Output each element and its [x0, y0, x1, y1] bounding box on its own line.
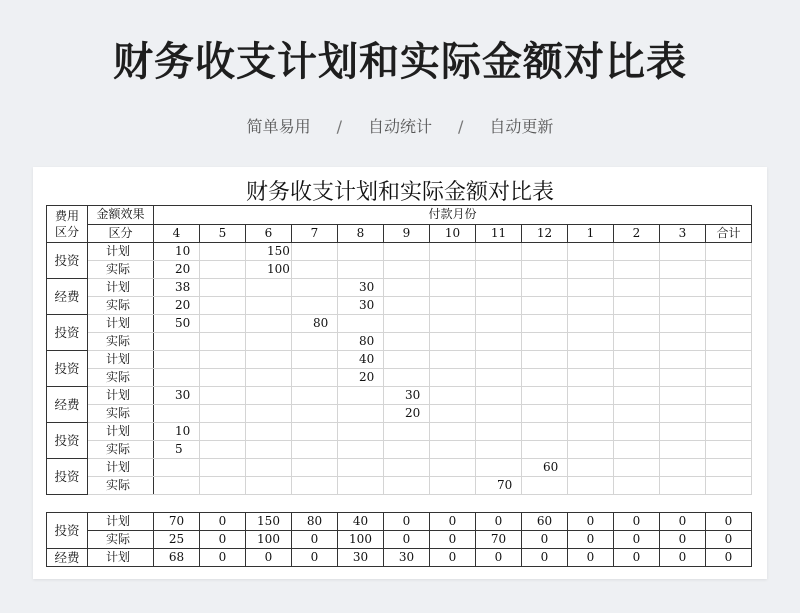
summary-category: 经费	[47, 549, 88, 567]
value-cell	[154, 459, 200, 477]
summary-value-cell: 60	[522, 513, 568, 531]
value-cell: 30	[384, 387, 430, 405]
row-type-label: 实际	[88, 477, 154, 495]
value-cell	[384, 279, 430, 297]
row-type-label: 实际	[88, 333, 154, 351]
value-cell	[476, 423, 522, 441]
value-cell	[384, 477, 430, 495]
row-type-label: 计划	[88, 459, 154, 477]
value-cell	[292, 261, 338, 279]
value-cell	[568, 315, 614, 333]
summary-value-cell: 0	[430, 513, 476, 531]
banner-title: 财务收支计划和实际金额对比表	[113, 39, 687, 85]
header-expense-type-top: 费用	[54, 209, 79, 223]
value-cell	[430, 369, 476, 387]
value-cell	[246, 477, 292, 495]
value-cell	[614, 279, 660, 297]
summary-value-cell: 25	[154, 531, 200, 549]
value-cell	[200, 459, 246, 477]
value-cell	[292, 405, 338, 423]
table-row	[47, 315, 752, 333]
value-cell	[384, 333, 430, 351]
value-cell	[384, 261, 430, 279]
value-cell	[154, 369, 200, 387]
header-payment-months: 付款月份	[154, 206, 752, 225]
value-cell	[430, 297, 476, 315]
summary-value-cell: 0	[568, 549, 614, 567]
row-type-label: 计划	[88, 387, 154, 405]
tag-separator: /	[458, 117, 464, 136]
table-row	[47, 243, 752, 261]
value-cell	[430, 261, 476, 279]
summary-value-cell: 70	[154, 513, 200, 531]
value-cell	[292, 387, 338, 405]
summary-value-cell: 0	[568, 513, 614, 531]
value-cell	[660, 279, 706, 297]
value-cell	[246, 423, 292, 441]
summary-value-cell: 70	[476, 531, 522, 549]
value-cell	[706, 243, 752, 261]
value-cell	[292, 297, 338, 315]
value-cell	[522, 351, 568, 369]
summary-value-cell: 0	[476, 513, 522, 531]
value-cell	[568, 351, 614, 369]
value-cell	[706, 387, 752, 405]
value-cell: 60	[522, 459, 568, 477]
value-cell: 80	[292, 315, 338, 333]
value-cell	[200, 405, 246, 423]
value-cell	[338, 405, 384, 423]
value-cell	[614, 423, 660, 441]
value-cell	[430, 405, 476, 423]
summary-value-cell: 0	[384, 513, 430, 531]
value-cell	[614, 387, 660, 405]
value-cell	[430, 243, 476, 261]
value-cell	[522, 477, 568, 495]
value-cell	[522, 297, 568, 315]
summary-type-label: 实际	[88, 531, 154, 549]
value-cell	[476, 315, 522, 333]
value-cell	[614, 243, 660, 261]
summary-value-cell: 0	[660, 531, 706, 549]
summary-row	[47, 549, 752, 567]
value-cell	[660, 315, 706, 333]
value-cell: 10	[154, 423, 200, 441]
summary-value-cell: 0	[200, 531, 246, 549]
value-cell	[246, 333, 292, 351]
value-cell	[706, 315, 752, 333]
value-cell	[338, 477, 384, 495]
value-cell	[476, 351, 522, 369]
value-cell	[660, 459, 706, 477]
value-cell: 150	[246, 243, 292, 261]
value-cell	[384, 459, 430, 477]
header-expense-type-bottom: 区分	[54, 225, 79, 239]
value-cell	[292, 477, 338, 495]
summary-value-cell: 68	[154, 549, 200, 567]
value-cell	[706, 459, 752, 477]
value-cell: 10	[154, 243, 200, 261]
value-cell: 30	[338, 279, 384, 297]
value-cell	[246, 315, 292, 333]
value-cell	[384, 243, 430, 261]
summary-value-cell: 0	[200, 549, 246, 567]
summary-value-cell: 0	[476, 549, 522, 567]
row-type-label: 计划	[88, 279, 154, 297]
value-cell	[522, 369, 568, 387]
value-cell	[200, 423, 246, 441]
table-row	[47, 369, 752, 387]
summary-value-cell: 0	[568, 531, 614, 549]
summary-value-cell: 0	[522, 531, 568, 549]
value-cell: 70	[476, 477, 522, 495]
value-cell	[660, 387, 706, 405]
value-cell	[706, 405, 752, 423]
value-cell	[200, 243, 246, 261]
header-amount-type: 区分	[88, 224, 154, 243]
value-cell	[476, 405, 522, 423]
value-cell	[522, 279, 568, 297]
value-cell	[154, 351, 200, 369]
value-cell	[246, 387, 292, 405]
value-cell	[154, 477, 200, 495]
summary-value-cell: 150	[246, 513, 292, 531]
value-cell	[522, 405, 568, 423]
summary-value-cell: 0	[522, 549, 568, 567]
value-cell	[430, 333, 476, 351]
row-type-label: 实际	[88, 405, 154, 423]
value-cell	[522, 387, 568, 405]
value-cell	[660, 333, 706, 351]
value-cell	[200, 333, 246, 351]
summary-value-cell: 0	[614, 549, 660, 567]
table-row	[47, 387, 752, 405]
value-cell	[522, 333, 568, 351]
spreadsheet-preview	[33, 167, 767, 579]
value-cell	[614, 405, 660, 423]
value-cell	[568, 441, 614, 459]
value-cell	[660, 405, 706, 423]
header-month-4: 4	[154, 224, 200, 243]
value-cell	[246, 279, 292, 297]
value-cell	[246, 369, 292, 387]
summary-value-cell: 0	[660, 513, 706, 531]
value-cell	[292, 333, 338, 351]
table-row	[47, 261, 752, 279]
row-category: 经费	[47, 387, 88, 423]
value-cell	[200, 297, 246, 315]
value-cell	[476, 441, 522, 459]
summary-type-label: 计划	[88, 549, 154, 567]
value-cell	[614, 369, 660, 387]
value-cell: 30	[154, 387, 200, 405]
value-cell	[568, 243, 614, 261]
row-type-label: 计划	[88, 243, 154, 261]
table-row	[47, 279, 752, 297]
value-cell	[384, 315, 430, 333]
value-cell	[660, 369, 706, 387]
table-row	[47, 423, 752, 441]
value-cell	[614, 459, 660, 477]
value-cell	[614, 477, 660, 495]
header-month-11: 11	[476, 224, 522, 243]
value-cell: 20	[154, 261, 200, 279]
table-row	[47, 405, 752, 423]
value-cell	[568, 279, 614, 297]
summary-type-label: 计划	[88, 513, 154, 531]
value-cell	[292, 369, 338, 387]
row-category: 投资	[47, 315, 88, 351]
value-cell: 40	[338, 351, 384, 369]
summary-value-cell: 0	[660, 549, 706, 567]
value-cell	[522, 315, 568, 333]
tag-auto-stat: 自动统计	[367, 117, 432, 136]
header-expense-type	[47, 206, 88, 243]
value-cell	[200, 387, 246, 405]
value-cell	[430, 441, 476, 459]
value-cell	[292, 351, 338, 369]
row-type-label: 计划	[88, 315, 154, 333]
value-cell	[614, 441, 660, 459]
table-row	[47, 333, 752, 351]
value-cell	[430, 351, 476, 369]
value-cell	[522, 423, 568, 441]
summary-value-cell: 0	[614, 513, 660, 531]
value-cell: 30	[338, 297, 384, 315]
summary-value-cell: 0	[706, 531, 752, 549]
value-cell	[476, 333, 522, 351]
row-type-label: 实际	[88, 369, 154, 387]
value-cell	[338, 261, 384, 279]
value-cell: 20	[338, 369, 384, 387]
summary-value-cell: 80	[292, 513, 338, 531]
value-cell	[568, 333, 614, 351]
header-total: 合计	[706, 224, 752, 243]
value-cell	[476, 243, 522, 261]
value-cell	[476, 261, 522, 279]
value-cell	[430, 423, 476, 441]
value-cell	[338, 387, 384, 405]
value-cell	[660, 477, 706, 495]
tag-easy: 简单易用	[246, 117, 311, 136]
value-cell	[706, 351, 752, 369]
value-cell	[292, 441, 338, 459]
value-cell	[384, 423, 430, 441]
value-cell: 5	[154, 441, 200, 459]
row-type-label: 实际	[88, 441, 154, 459]
value-cell	[154, 405, 200, 423]
header-month-2: 2	[614, 224, 660, 243]
value-cell	[706, 423, 752, 441]
summary-value-cell: 0	[706, 549, 752, 567]
value-cell	[614, 351, 660, 369]
summary-row	[47, 531, 752, 549]
value-cell	[706, 297, 752, 315]
value-cell	[200, 369, 246, 387]
tagline	[0, 114, 800, 137]
value-cell: 80	[338, 333, 384, 351]
header-month-10: 10	[430, 224, 476, 243]
value-cell	[568, 387, 614, 405]
value-cell	[476, 369, 522, 387]
value-cell	[476, 387, 522, 405]
summary-value-cell: 0	[430, 531, 476, 549]
header-month-6: 6	[246, 224, 292, 243]
value-cell	[614, 261, 660, 279]
value-cell	[200, 261, 246, 279]
row-category: 投资	[47, 423, 88, 459]
row-category: 投资	[47, 351, 88, 387]
value-cell	[430, 387, 476, 405]
value-cell	[292, 279, 338, 297]
value-cell	[660, 297, 706, 315]
value-cell	[430, 279, 476, 297]
plan-actual-table	[46, 205, 752, 495]
row-category: 投资	[47, 459, 88, 495]
value-cell	[430, 459, 476, 477]
value-cell	[246, 441, 292, 459]
value-cell	[660, 261, 706, 279]
value-cell	[200, 279, 246, 297]
value-cell: 38	[154, 279, 200, 297]
value-cell	[568, 297, 614, 315]
value-cell	[568, 405, 614, 423]
value-cell	[200, 351, 246, 369]
value-cell	[568, 261, 614, 279]
summary-value-cell: 100	[246, 531, 292, 549]
header-month-12: 12	[522, 224, 568, 243]
value-cell	[430, 477, 476, 495]
value-cell	[706, 441, 752, 459]
value-cell	[568, 423, 614, 441]
value-cell	[430, 315, 476, 333]
header-month-9: 9	[384, 224, 430, 243]
header-amount-effect: 金额效果	[88, 206, 154, 225]
row-type-label: 计划	[88, 351, 154, 369]
summary-category: 投资	[47, 513, 88, 549]
table-row	[47, 297, 752, 315]
header-month-7: 7	[292, 224, 338, 243]
header-month-8: 8	[338, 224, 384, 243]
value-cell	[338, 315, 384, 333]
value-cell	[522, 243, 568, 261]
value-cell	[154, 333, 200, 351]
summary-value-cell: 30	[338, 549, 384, 567]
value-cell: 20	[154, 297, 200, 315]
value-cell	[246, 459, 292, 477]
value-cell	[568, 459, 614, 477]
value-cell	[706, 333, 752, 351]
value-cell	[338, 459, 384, 477]
value-cell	[706, 477, 752, 495]
value-cell	[338, 441, 384, 459]
value-cell	[384, 369, 430, 387]
table-row	[47, 477, 752, 495]
header-month-3: 3	[660, 224, 706, 243]
summary-value-cell: 0	[246, 549, 292, 567]
summary-value-cell: 0	[200, 513, 246, 531]
summary-value-cell: 40	[338, 513, 384, 531]
summary-value-cell: 0	[384, 531, 430, 549]
summary-value-cell: 100	[338, 531, 384, 549]
value-cell	[476, 279, 522, 297]
value-cell	[246, 405, 292, 423]
value-cell	[200, 477, 246, 495]
summary-value-cell: 0	[292, 531, 338, 549]
sheet-title: 财务收支计划和实际金额对比表	[245, 180, 554, 205]
value-cell	[338, 423, 384, 441]
value-cell	[292, 423, 338, 441]
value-cell	[706, 261, 752, 279]
value-cell: 50	[154, 315, 200, 333]
value-cell	[292, 243, 338, 261]
summary-value-cell: 30	[384, 549, 430, 567]
value-cell	[246, 297, 292, 315]
tag-auto-update: 自动更新	[489, 117, 554, 136]
value-cell	[384, 351, 430, 369]
table-row	[47, 351, 752, 369]
value-cell	[476, 297, 522, 315]
row-type-label: 实际	[88, 261, 154, 279]
row-type-label: 实际	[88, 297, 154, 315]
value-cell	[200, 315, 246, 333]
value-cell	[384, 441, 430, 459]
value-cell	[706, 369, 752, 387]
table-row	[47, 441, 752, 459]
value-cell	[200, 441, 246, 459]
summary-table	[46, 512, 752, 567]
summary-value-cell: 0	[706, 513, 752, 531]
value-cell	[660, 441, 706, 459]
value-cell	[522, 441, 568, 459]
value-cell	[568, 369, 614, 387]
summary-value-cell: 0	[292, 549, 338, 567]
header-month-5: 5	[200, 224, 246, 243]
value-cell	[614, 297, 660, 315]
row-type-label: 计划	[88, 423, 154, 441]
value-cell	[292, 459, 338, 477]
value-cell: 100	[246, 261, 292, 279]
value-cell	[660, 243, 706, 261]
value-cell	[568, 477, 614, 495]
row-category: 投资	[47, 243, 88, 279]
value-cell	[660, 423, 706, 441]
tag-separator: /	[336, 117, 342, 136]
value-cell	[660, 351, 706, 369]
value-cell	[338, 243, 384, 261]
row-category: 经费	[47, 279, 88, 315]
value-cell	[246, 351, 292, 369]
value-cell	[706, 279, 752, 297]
value-cell: 20	[384, 405, 430, 423]
value-cell	[476, 459, 522, 477]
summary-value-cell: 0	[430, 549, 476, 567]
value-cell	[614, 315, 660, 333]
summary-row	[47, 513, 752, 531]
header-month-1: 1	[568, 224, 614, 243]
value-cell	[614, 333, 660, 351]
table-row	[47, 459, 752, 477]
value-cell	[384, 297, 430, 315]
value-cell	[522, 261, 568, 279]
summary-value-cell: 0	[614, 531, 660, 549]
